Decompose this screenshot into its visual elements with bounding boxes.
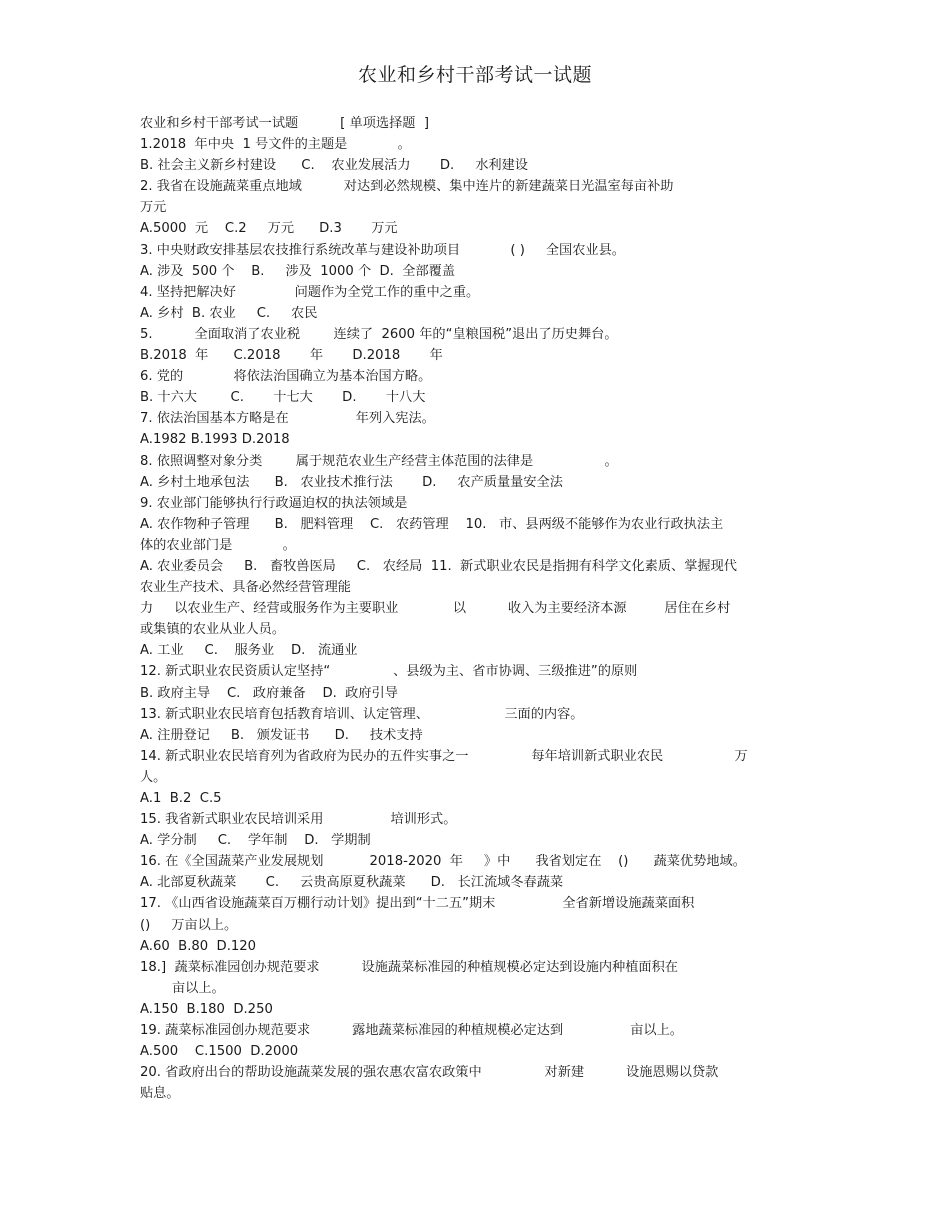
text-line: 人。 xyxy=(140,769,167,785)
text-line: 亩以上。 xyxy=(172,980,225,996)
text-line: 2. 我省在设施蔬菜重点地域 对达到必然规模、集中连片的新建蔬菜日光温室每亩补助 xyxy=(140,179,674,195)
text-line: 12. 新式职业农民资质认定坚持“ 、县级为主、省市协调、三级推进”的原则 xyxy=(140,664,638,680)
text-line: A. 学分制 C. 学年制 D. 学期制 xyxy=(140,833,371,849)
text-line: 万元 xyxy=(140,200,167,216)
text-line: 20. 省政府出台的帮助设施蔬菜发展的强农惠农富农政策中 对新建 设施恩赐以贷款 xyxy=(140,1065,719,1081)
text-line: A. 农业委员会 B. 畜牧兽医局 C. 农经局 11. 新式职业农民是指拥有科学文化素质、掌握现代 xyxy=(140,558,737,574)
text-line: 15. 我省新式职业农民培训采用 培训形式。 xyxy=(140,812,457,828)
text-line: 5. 全面取消了农业税 连续了 2600 年的“皇粮国税”退出了历史舞台。 xyxy=(140,326,618,342)
text-line: A. 北部夏秋蔬菜 C. 云贵高原夏秋蔬菜 D. 长江流域冬春蔬菜 xyxy=(140,875,564,891)
text-line: A. 乡村 B. 农业 C. 农民 xyxy=(140,305,318,321)
text-line: 13. 新式职业农民培育包括教育培训、认定管理、 三面的内容。 xyxy=(140,706,584,722)
text-line: A.1982 B.1993 D.2018 xyxy=(140,432,290,448)
text-line: A.150 B.180 D.250 xyxy=(140,1001,273,1017)
text-line: A.60 B.80 D.120 xyxy=(140,938,257,954)
text-line: 7. 依法治国基本方略是在 年列入宪法。 xyxy=(140,411,435,427)
text-line: A. 农作物种子管理 B. 肥料管理 C. 农药管理 10. 市、县两级不能够作为农业行政执法主 xyxy=(140,516,724,532)
text-line: A. 乡村土地承包法 B. 农业技术推行法 D. 农产质量量安全法 xyxy=(140,474,563,490)
text-line: A. 注册登记 B. 颁发证书 D. 技术支持 xyxy=(140,727,423,743)
text-line: A.500 C.1500 D.2000 xyxy=(140,1044,299,1060)
text-line: 或集镇的农业从业人员。 xyxy=(140,622,286,638)
text-line: B.2018 年 C.2018 年 D.2018 年 xyxy=(140,348,443,364)
text-line: 6. 党的 将依法治国确立为基本治国方略。 xyxy=(140,369,432,385)
text-line: A. 工业 C. 服务业 D. 流通业 xyxy=(140,643,358,659)
text-line: 力 以农业生产、经营或服务作为主要职业 以 收入为主要经济本源 居住在乡村 xyxy=(140,601,731,617)
text-line: 1.2018 年中央 1 号文件的主题是 。 xyxy=(140,137,411,153)
text-line: 19. 蔬菜标准园创办规范要求 露地蔬菜标准园的种植规模必定达到 亩以上。 xyxy=(140,1023,683,1039)
document-title: 农业和乡村干部考试一试题 xyxy=(357,64,592,86)
question-list xyxy=(140,113,790,1104)
text-line: 贴息。 xyxy=(140,1086,180,1102)
text-line: 农业和乡村干部考试一试题 [ 单项选择题 ] xyxy=(140,116,429,131)
text-line: 9. 农业部门能够执行行政逼迫权的执法领域是 xyxy=(140,495,408,511)
text-line: 农业生产技术、具备必然经营管理能 xyxy=(140,580,351,596)
text-line: 体的农业部门是 。 xyxy=(140,537,296,553)
text-line: () 万亩以上。 xyxy=(140,917,238,933)
text-line: A.5000 元 C.2 万元 D.3 万元 xyxy=(140,221,398,237)
text-line: 4. 坚持把解决好 问题作为全党工作的重中之重。 xyxy=(140,284,480,300)
text-line: 3. 中央财政安排基层农技推行系统改革与建设补助项目 ( ) 全国农业县。 xyxy=(140,242,625,258)
text-line: B. 政府主导 C. 政府兼备 D. 政府引导 xyxy=(140,685,398,701)
text-line: 16. 在《全国蔬菜产业发展规划 2018-2020 年 》中 我省划定在 () 蔬菜优势地域。 xyxy=(140,854,746,870)
text-line: A. 涉及 500 个 B. 涉及 1000 个 D. 全部覆盖 xyxy=(140,263,456,279)
text-line: A.1 B.2 C.5 xyxy=(140,791,222,806)
text-line: 8. 依照调整对象分类 属于规范农业生产经营主体范围的法律是 。 xyxy=(140,453,618,469)
text-line: 14. 新式职业农民培育列为省政府为民办的五件实事之一 每年培训新式职业农民 万 xyxy=(140,748,748,764)
text-line: B. 十六大 C. 十七大 D. 十八大 xyxy=(140,390,426,406)
text-line: B. 社会主义新乡村建设 C. 农业发展活力 D. 水利建设 xyxy=(140,158,528,174)
text-line: 18.] 蔬菜标准园创办规范要求 设施蔬菜标准园的种植规模必定达到设施内种植面积在 xyxy=(140,959,678,975)
text-line: 17. 《山西省设施蔬菜百万棚行动计划》提出到“十二五”期末 全省新增设施蔬菜面积 xyxy=(140,896,695,912)
